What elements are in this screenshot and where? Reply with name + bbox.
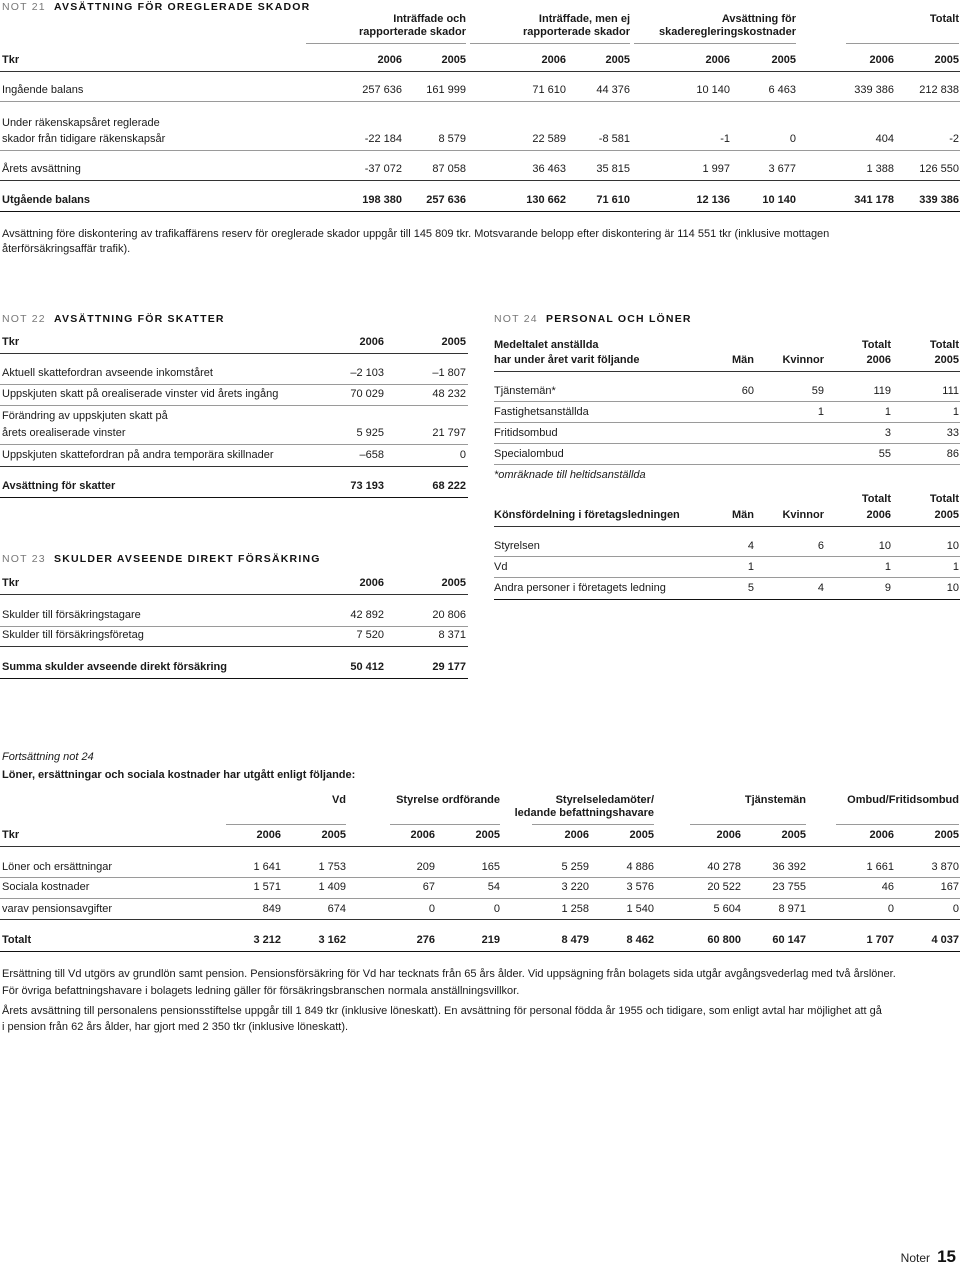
table-cell: 1 — [817, 406, 824, 418]
table-cell: 111 — [942, 385, 959, 397]
table-cell: 126 550 — [919, 163, 959, 175]
salary-table — [0, 794, 960, 984]
rule-divider — [0, 101, 960, 102]
table-cell: Årets avsättning — [2, 163, 81, 175]
rule-divider — [494, 526, 960, 527]
table-cell: 4 — [747, 540, 754, 552]
table-row — [494, 448, 960, 462]
table-cell: Avsättning för — [721, 13, 796, 25]
table-cell: 404 — [875, 133, 894, 145]
table-cell: 2006 — [377, 54, 402, 66]
table-cell: 29 177 — [432, 661, 466, 673]
table-row — [0, 84, 960, 98]
table-cell: Tkr — [2, 54, 20, 66]
table-header-row — [0, 829, 960, 843]
table-cell: -37 072 — [364, 163, 402, 175]
table-cell: 2005 — [605, 54, 630, 66]
table-cell: Andra personer i företagets ledning — [494, 582, 666, 594]
table-cell: 5 604 — [713, 903, 741, 915]
table-header-row — [494, 339, 960, 353]
table-cell: 9 — [884, 582, 891, 594]
rule-divider — [0, 466, 468, 467]
table-row — [494, 427, 960, 441]
note-22-table — [0, 336, 468, 516]
footnote: Avsättning före diskontering av trafikaffärens reserv för oreglerade skador uppgår till 145 809 tkr. Motsvarande belopp efter diskontering är 114 551 tkr (inklusive mottagen — [2, 228, 830, 240]
table-cell: 4 — [817, 582, 824, 594]
table-cell: Ombud/Fritidsombud — [847, 794, 959, 806]
table-cell: 10 — [946, 582, 959, 594]
table-row — [494, 385, 960, 399]
table-cell: 86 — [946, 448, 959, 460]
table-cell: Män — [732, 509, 754, 521]
table-cell: 22 589 — [532, 133, 566, 145]
table-cell: 219 — [481, 934, 500, 946]
table-row — [0, 629, 468, 643]
table-total-row — [0, 194, 960, 208]
table-cell: Totalt — [929, 339, 959, 351]
col-group-header — [306, 13, 466, 39]
table-cell: 5 259 — [561, 861, 589, 873]
table-header-row — [494, 493, 960, 507]
table-cell: 2006 — [541, 54, 566, 66]
table-cell: 2006 — [410, 829, 435, 841]
table-cell: 212 838 — [919, 84, 959, 96]
table-cell: Kvinnor — [782, 354, 824, 366]
rule-divider — [494, 464, 960, 465]
table-cell: 71 610 — [532, 84, 566, 96]
table-cell: Inträffade, men ej — [538, 13, 630, 25]
table-cell: 12 136 — [696, 194, 730, 206]
table-cell: 70 029 — [350, 388, 384, 400]
table-cell: Tkr — [2, 829, 20, 841]
table-cell: 23 755 — [772, 881, 806, 893]
table-cell: –658 — [359, 449, 384, 461]
table-row — [0, 427, 468, 441]
table-cell: 7 520 — [356, 629, 384, 641]
col-group-header — [470, 13, 630, 39]
table-cell: 0 — [493, 903, 500, 915]
table-cell: Löner och ersättningar — [2, 861, 113, 873]
note-title: PERSONAL OCH LÖNER — [546, 313, 692, 325]
rule-divider — [0, 919, 960, 920]
table-cell: 20 522 — [707, 881, 741, 893]
table-cell: 3 870 — [931, 861, 959, 873]
col-group-header — [634, 13, 796, 39]
table-cell: rapporterade skador — [359, 26, 466, 38]
table-cell: Aktuell skattefordran avseende inkomståret — [2, 367, 213, 379]
table-cell: 2005 — [771, 54, 796, 66]
table-cell: Totalt — [929, 13, 959, 25]
table-cell: 276 — [416, 934, 435, 946]
table-row — [494, 561, 960, 575]
rule-divider — [390, 824, 500, 825]
table-cell: 0 — [952, 903, 959, 915]
table-cell: -22 184 — [364, 133, 402, 145]
table-cell: 33 — [946, 427, 959, 439]
table-cell: Förändring av uppskjuten skatt på — [2, 410, 168, 422]
table-cell: ledande befattningshavare — [514, 807, 654, 819]
table-cell: 1 258 — [561, 903, 589, 915]
table-cell: 3 212 — [253, 934, 281, 946]
rule-divider — [634, 43, 796, 44]
col-group-header — [200, 794, 346, 807]
rule-divider — [0, 211, 960, 212]
note-number: NOT 24 — [494, 313, 538, 325]
note-number: NOT 23 — [2, 553, 46, 565]
rule-divider — [0, 71, 960, 72]
table-cell: 339 386 — [854, 84, 894, 96]
table-cell: 1 641 — [253, 861, 281, 873]
rule-divider — [0, 444, 468, 445]
table-cell: Tjänstemän* — [494, 385, 556, 397]
footer-label: Noter — [900, 1251, 931, 1265]
table-cell: Tjänstemän — [744, 794, 806, 806]
note-title: AVSÄTTNING FÖR SKATTER — [54, 313, 225, 325]
table-cell: 60 — [741, 385, 754, 397]
table-cell: 849 — [262, 903, 281, 915]
col-group-header — [664, 794, 806, 807]
rule-divider — [494, 599, 960, 600]
table-cell: 2005 — [441, 577, 466, 589]
note-22-heading — [2, 313, 225, 326]
note-24-tables — [494, 339, 960, 609]
rule-divider — [494, 371, 960, 372]
table-cell: skaderegleringskostnader — [659, 26, 796, 38]
rule-divider — [0, 384, 468, 385]
table-cell: 68 222 — [432, 480, 466, 492]
table-cell: 2006 — [564, 829, 589, 841]
rule-divider — [0, 898, 960, 899]
table-row — [0, 861, 960, 875]
table-header-row — [494, 509, 960, 523]
rule-divider — [0, 497, 468, 498]
table-cell: 4 886 — [626, 861, 654, 873]
table-cell: Totalt — [861, 493, 891, 505]
rule-divider — [0, 877, 960, 878]
table-cell: Skulder till försäkringstagare — [2, 609, 141, 621]
table-cell: 2005 — [475, 829, 500, 841]
table-cell: Vd — [494, 561, 508, 573]
table-cell: 165 — [481, 861, 500, 873]
table-cell: 3 220 — [561, 881, 589, 893]
page-footer — [900, 1247, 956, 1266]
table-row — [0, 163, 960, 177]
note-23-heading — [2, 553, 321, 566]
table-cell: Fastighetsanställda — [494, 406, 589, 418]
table-cell: 55 — [878, 448, 891, 460]
table-cell: 198 380 — [362, 194, 402, 206]
table-cell: 1 — [952, 561, 959, 573]
col-group-header — [800, 13, 959, 26]
section-subtitle: Löner, ersättningar och sociala kostnader har utgått enligt följande: — [2, 769, 356, 781]
table-cell: 4 037 — [931, 934, 959, 946]
table-cell: 1 753 — [318, 861, 346, 873]
table-cell: Vd — [331, 794, 346, 806]
table-cell: Totalt — [861, 339, 891, 351]
table-cell: 87 058 — [432, 163, 466, 175]
table-cell: 1 661 — [866, 861, 894, 873]
table-cell: 35 815 — [596, 163, 630, 175]
table-cell: 44 376 — [596, 84, 630, 96]
table-cell: 1 997 — [702, 163, 730, 175]
table-cell: 50 412 — [350, 661, 384, 673]
paragraph: För övriga befattningshavare i bolagets ledning gäller för försäkringsbranschen normala anställningsvillkor. — [2, 985, 520, 997]
table-cell: Medeltalet anställda — [494, 339, 599, 351]
table-cell: 71 610 — [596, 194, 630, 206]
rule-divider — [836, 824, 959, 825]
table-cell: Ingående balans — [2, 84, 84, 96]
table-cell: 6 — [817, 540, 824, 552]
table-cell: 2006 — [869, 54, 894, 66]
table-cell: 0 — [887, 903, 894, 915]
table-cell: Totalt — [2, 934, 32, 946]
table-row — [0, 881, 960, 895]
table-cell: Summa skulder avseende direkt försäkring — [2, 661, 227, 673]
table-cell: 1 707 — [866, 934, 894, 946]
table-cell: 2005 — [629, 829, 654, 841]
table-cell: Styrelseledamöter/ — [555, 794, 654, 806]
table-row — [0, 388, 468, 402]
table-cell: 1 — [952, 406, 959, 418]
table-cell: Avsättning för skatter — [2, 480, 116, 492]
table-row — [494, 406, 960, 420]
table-cell: Utgående balans — [2, 194, 91, 206]
table-cell: 6 463 — [768, 84, 796, 96]
table-cell: 2005 — [321, 829, 346, 841]
note-number: NOT 21 — [2, 1, 46, 13]
table-cell: 0 — [428, 903, 435, 915]
rule-divider — [690, 824, 806, 825]
rule-divider — [226, 824, 346, 825]
table-cell: 5 — [747, 582, 754, 594]
table-total-row — [0, 480, 468, 494]
table-cell: Fritidsombud — [494, 427, 558, 439]
table-cell: 2006 — [869, 829, 894, 841]
table-row — [0, 609, 468, 623]
table-cell: Inträffade och — [393, 13, 466, 25]
table-cell: 2006 — [866, 354, 891, 366]
table-cell: Könsfördelning i företagsledningen — [494, 509, 680, 521]
rule-divider — [306, 43, 466, 44]
rule-divider — [0, 646, 468, 647]
table-footnote — [494, 469, 960, 483]
table-row — [0, 449, 468, 463]
table-cell: 1 — [884, 561, 891, 573]
table-cell: rapporterade skador — [523, 26, 630, 38]
table-cell: 21 797 — [432, 427, 466, 439]
table-cell: 8 579 — [438, 133, 466, 145]
rule-divider — [494, 556, 960, 557]
table-cell: Specialombud — [494, 448, 564, 460]
note-number: NOT 22 — [2, 313, 46, 325]
note-title: SKULDER AVSEENDE DIREKT FÖRSÄKRING — [54, 553, 321, 565]
rule-divider — [846, 43, 959, 44]
table-row-label-line — [0, 410, 468, 424]
note-title: AVSÄTTNING FÖR OREGLERADE SKADOR — [54, 1, 311, 13]
table-row — [494, 540, 960, 554]
rule-divider — [494, 443, 960, 444]
table-cell: 3 — [884, 427, 891, 439]
rule-divider — [0, 594, 468, 595]
table-cell: 2006 — [359, 336, 384, 348]
table-cell: 161 999 — [426, 84, 466, 96]
table-cell: Kvinnor — [782, 509, 824, 521]
table-cell: 40 278 — [707, 861, 741, 873]
rule-divider — [0, 150, 960, 151]
table-cell: 54 — [487, 881, 500, 893]
table-row — [0, 903, 960, 917]
table-header-row — [0, 54, 960, 68]
note-23-table — [0, 577, 468, 687]
rule-divider — [0, 626, 468, 627]
table-cell: Under räkenskapsåret reglerade — [2, 117, 160, 129]
table-cell: 48 232 — [432, 388, 466, 400]
paragraph: Ersättning till Vd utgörs av grundlön samt pension. Pensionsförsäkring för Vd har tecknats från 65 års ålder. Vid uppsägning från bolagets sida utgår avgångsvederlag med två årslöner. — [2, 968, 896, 980]
table-cell: Styrelse ordförande — [396, 794, 500, 806]
table-total-row — [0, 661, 468, 675]
table-cell: 257 636 — [426, 194, 466, 206]
table-cell: 1 388 — [866, 163, 894, 175]
table-cell: 60 800 — [707, 934, 741, 946]
table-cell: 0 — [789, 133, 796, 145]
table-cell: 20 806 — [432, 609, 466, 621]
table-cell: 36 463 — [532, 163, 566, 175]
table-header-row — [0, 577, 468, 591]
table-cell: 3 677 — [768, 163, 796, 175]
table-cell: 2005 — [441, 336, 466, 348]
table-header-row — [0, 336, 468, 350]
table-cell: 1 — [747, 561, 754, 573]
table-cell: Uppskjuten skattefordran på andra temporära skillnader — [2, 449, 274, 461]
table-cell: Sociala kostnader — [2, 881, 90, 893]
table-cell: Tkr — [2, 577, 20, 589]
table-cell: -2 — [949, 133, 959, 145]
table-cell: –2 103 — [350, 367, 384, 379]
note-24-heading — [494, 313, 692, 326]
table-cell: varav pensionsavgifter — [2, 903, 113, 915]
table-cell: 10 140 — [696, 84, 730, 96]
table-cell: 130 662 — [526, 194, 566, 206]
rule-divider — [494, 422, 960, 423]
table-cell: 2005 — [934, 54, 959, 66]
table-cell: 209 — [416, 861, 435, 873]
table-cell: 36 392 — [772, 861, 806, 873]
table-cell: 2006 — [256, 829, 281, 841]
table-cell: Totalt — [929, 493, 959, 505]
table-cell: –1 807 — [432, 367, 466, 379]
table-cell: 167 — [940, 881, 959, 893]
rule-divider — [494, 401, 960, 402]
table-cell: 674 — [327, 903, 346, 915]
table-cell: 3 162 — [318, 934, 346, 946]
table-row — [494, 582, 960, 596]
table-cell: 8 479 — [561, 934, 589, 946]
footnote: återförsäkringsaffär trafik). — [2, 243, 131, 255]
table-cell: 10 — [946, 540, 959, 552]
rule-divider — [0, 405, 468, 406]
rule-divider — [0, 678, 468, 679]
table-cell: har under året varit följande — [494, 354, 640, 366]
table-row-label-line — [0, 117, 960, 131]
table-row — [0, 367, 468, 381]
table-cell: 8 462 — [626, 934, 654, 946]
table-cell: 2005 — [781, 829, 806, 841]
rule-divider — [494, 577, 960, 578]
table-cell: 2005 — [934, 829, 959, 841]
table-cell: 0 — [459, 449, 466, 461]
table-cell: 1 540 — [626, 903, 654, 915]
table-cell: Skulder till försäkringsföretag — [2, 629, 144, 641]
table-cell: -1 — [720, 133, 730, 145]
table-cell: årets orealiserade vinster — [2, 427, 126, 439]
table-cell: 59 — [811, 385, 824, 397]
table-cell: 1 571 — [253, 881, 281, 893]
table-cell: 5 925 — [356, 427, 384, 439]
table-cell: 42 892 — [350, 609, 384, 621]
table-cell: 2005 — [934, 354, 959, 366]
table-cell: -8 581 — [598, 133, 630, 145]
rule-divider — [0, 180, 960, 181]
note-21-table — [0, 13, 960, 263]
table-total-row — [0, 934, 960, 948]
table-cell: 2005 — [934, 509, 959, 521]
table-cell: 10 — [878, 540, 891, 552]
col-group-header — [356, 794, 500, 807]
table-cell: skador från tidigare räkenskapsår — [2, 133, 166, 145]
rule-divider — [470, 43, 630, 44]
table-cell: 2006 — [359, 577, 384, 589]
table-cell: 8 371 — [438, 629, 466, 641]
table-cell: 67 — [422, 881, 435, 893]
continuation-label: Fortsättning not 24 — [2, 751, 94, 763]
table-cell: 2005 — [441, 54, 466, 66]
table-header-row — [494, 354, 960, 368]
table-cell: Styrelsen — [494, 540, 540, 552]
table-cell: 2006 — [705, 54, 730, 66]
table-cell: 1 — [884, 406, 891, 418]
table-cell: 257 636 — [362, 84, 402, 96]
table-cell: 73 193 — [350, 480, 384, 492]
rule-divider — [532, 824, 654, 825]
table-cell: 339 386 — [919, 194, 959, 206]
table-cell: Uppskjuten skatt på orealiserade vinster vid årets ingång — [2, 388, 279, 400]
col-group-header — [816, 794, 959, 807]
paragraph: i pension från 62 års ålder, har gjort med 2 350 tkr (inklusive löneskatt). — [2, 1021, 349, 1033]
table-cell: 8 971 — [778, 903, 806, 915]
col-group-header — [506, 794, 654, 820]
table-row — [0, 133, 960, 147]
rule-divider — [0, 353, 468, 354]
table-cell: *omräknade till heltidsanställda — [494, 469, 646, 481]
table-cell: 341 178 — [854, 194, 894, 206]
table-cell: Män — [732, 354, 754, 366]
table-cell: 2006 — [716, 829, 741, 841]
rule-divider — [0, 846, 960, 847]
table-cell: 119 — [873, 385, 891, 397]
table-cell: 3 576 — [626, 881, 654, 893]
table-cell: 1 409 — [318, 881, 346, 893]
page-number: 15 — [937, 1247, 956, 1266]
table-cell: 2006 — [866, 509, 891, 521]
rule-divider — [0, 951, 960, 952]
table-cell: 60 147 — [772, 934, 806, 946]
table-cell: 10 140 — [762, 194, 796, 206]
paragraph: Årets avsättning till personalens pensionsstiftelse uppgår till 1 849 tkr (inklusive löneskatt). En avsättning för personal födda år 1955 och tidigare, som enligt avtal har möjlighet att gå — [2, 1005, 882, 1017]
table-cell: Tkr — [2, 336, 20, 348]
table-cell: 46 — [881, 881, 894, 893]
